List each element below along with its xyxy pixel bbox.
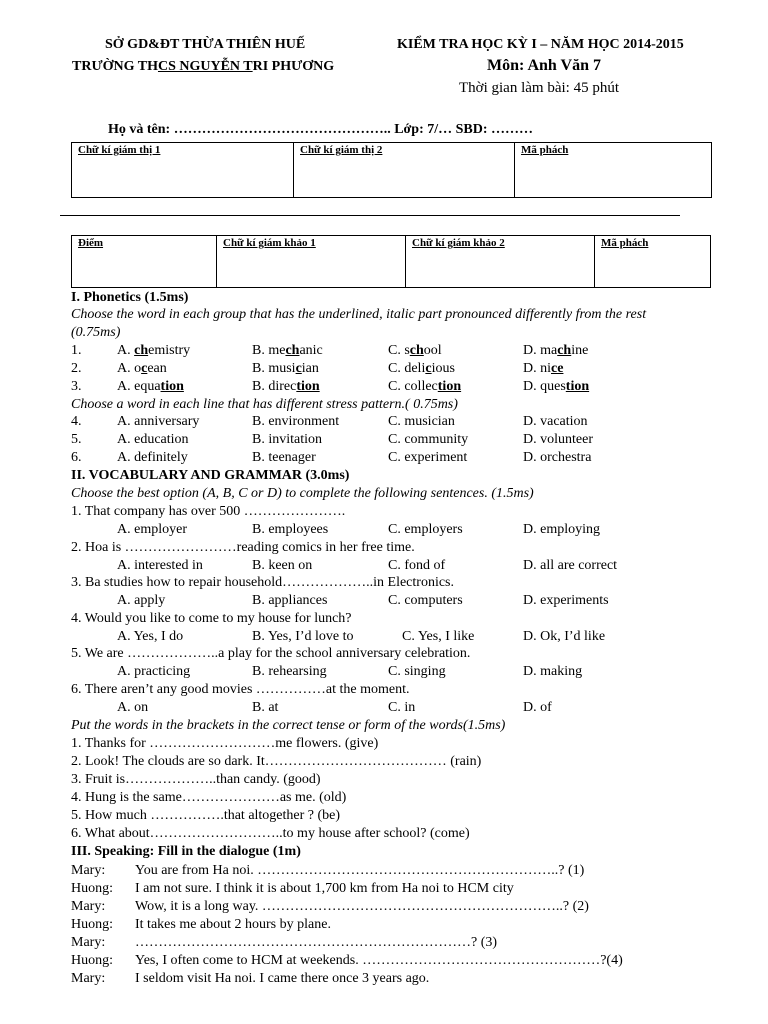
option: A. practicing (117, 664, 191, 680)
option: B. teenager (252, 450, 316, 465)
option: C. employers (388, 522, 463, 537)
section3-title: III. Speaking: Fill in the dialogue (1m) (71, 844, 301, 859)
option: A. on (117, 700, 149, 715)
option: D. employing (523, 522, 600, 537)
option: A. education (117, 432, 189, 447)
option: A. anniversary (117, 414, 200, 429)
option: A. employer (117, 522, 187, 537)
dialogue-text: Wow, it is a long way. ………………………………………………………..? (2) (135, 899, 589, 914)
option: B. direction (252, 379, 320, 394)
underlined-part: c (425, 361, 432, 376)
option: B. Yes, I’d love to (252, 628, 354, 644)
option: D. nice (523, 361, 564, 376)
section1-instruction: Choose the word in each group that has the underlined, italic part pronounced differently from the rest (71, 307, 647, 322)
option: A. Yes, I do (117, 628, 184, 644)
option: B. environment (252, 414, 340, 429)
option: C. singing (388, 664, 446, 680)
question-number: 2. (71, 361, 82, 376)
option: A. chemistry (117, 343, 191, 358)
stress-instruction: Choose a word in each line that has different stress pattern.( 0.75ms) (71, 397, 458, 412)
option: C. community (388, 432, 469, 447)
option: A. ocean (117, 361, 167, 376)
underlined-part: tion (565, 379, 590, 394)
option: C. delicious (388, 361, 455, 376)
verb-question: 3. Fruit is………………..than candy. (good) (71, 772, 321, 787)
question-number: 1. (71, 343, 82, 358)
option: C. Yes, I like (402, 628, 475, 644)
option: D. of (523, 700, 552, 715)
mcq-question: 4. Would you like to come to my house for lunch? (71, 610, 352, 626)
option: D. making (523, 664, 583, 680)
underlined-part: ch (409, 343, 424, 358)
section1-instruction-cont: (0.75ms) (71, 325, 121, 340)
option: A. apply (117, 593, 166, 609)
option: C. fond of (388, 557, 446, 573)
underlined-part: tion (296, 379, 320, 394)
school-name: TRƯỜNG THCS NGUYỄN TRI PHƯƠNG (72, 59, 335, 74)
dialogue-text: It takes me about 2 hours by plane. (135, 917, 331, 932)
option: C. experiment (388, 450, 468, 465)
option: D. vacation (523, 414, 588, 429)
dialogue-text: Yes, I often come to HCM at weekends. ……………………………………………?(4) (135, 953, 623, 968)
dialogue-text: You are from Ha noi. ………………………………………………………..? (1) (135, 863, 585, 878)
code-cell-2: Mã phách (594, 236, 710, 287)
speaker: Mary: (71, 935, 106, 950)
verb-question: 2. Look! The clouds are so dark. It………………………………… (rain) (71, 754, 482, 769)
option: B. invitation (252, 432, 322, 447)
mcq-question: 5. We are ………………..a play for the school anniversary celebration. (71, 646, 471, 662)
option: A. interested in (117, 557, 203, 573)
speaker: Mary: (71, 971, 106, 986)
cut-line (60, 215, 680, 216)
grader1-cell: Chữ kí giám khảo 1 (216, 236, 405, 287)
speaker: Huong: (71, 917, 113, 932)
option: C. school (388, 343, 442, 358)
underlined-part: ch (557, 343, 572, 358)
department-name: SỞ GD&ĐT THỪA THIÊN HUẾ (105, 37, 306, 52)
section2-instruction: Choose the best option (A, B, C or D) to complete the following sentences. (1.5ms) (71, 486, 534, 501)
verb-question: 4. Hung is the same…………………as me. (old) (71, 790, 347, 805)
option: C. in (388, 700, 416, 715)
verb-question: 6. What about………………………..to my house after school? (come) (71, 826, 470, 841)
option: D. question (523, 379, 590, 394)
option: C. musician (388, 414, 455, 429)
verb-instruction: Put the words in the brackets in the correct tense or form of the words(1.5ms) (71, 718, 506, 733)
option: B. rehearsing (252, 664, 327, 680)
dialogue-text: I am not sure. I think it is about 1,700 km from Ha noi to HCM city (135, 881, 514, 896)
mcq-question: 1. That company has over 500 …………………. (71, 504, 346, 519)
exam-title: KIỂM TRA HỌC KỲ I – NĂM HỌC 2014-2015 (397, 37, 684, 52)
underlined-part: ch (285, 343, 300, 358)
proctor1-cell: Chữ kí giám thị 1 (78, 144, 161, 156)
question-number: 4. (71, 414, 82, 429)
question-number: 3. (71, 379, 82, 394)
student-info-line: Họ và tên: ……………………………………….. Lớp: 7/… SBD: ……… (108, 122, 534, 137)
mcq-question: 6. There aren’t any good movies ……………at the moment. (71, 682, 410, 697)
underlined-part: c (141, 361, 148, 376)
underlined-part: tion (437, 379, 462, 394)
option: A. definitely (117, 450, 188, 465)
option: B. keen on (252, 557, 313, 573)
underlined-part: tion (160, 379, 184, 394)
option: B. appliances (252, 593, 328, 609)
subject: Môn: Anh Văn 7 (487, 57, 601, 74)
option: B. at (252, 700, 279, 715)
question-number: 5. (71, 432, 82, 447)
speaker: Huong: (71, 953, 113, 968)
section1-title: I. Phonetics (1.5ms) (71, 290, 189, 305)
option: D. machine (523, 343, 589, 358)
speaker: Mary: (71, 899, 106, 914)
grader2-cell: Chữ kí giám khảo 2 (405, 236, 594, 287)
option: C. collection (388, 379, 462, 394)
underlined-part: ch (134, 343, 149, 358)
dialogue-text: I seldom visit Ha noi. I came there once 3 years ago. (135, 971, 430, 986)
speaker: Huong: (71, 881, 113, 896)
option: D. all are correct (523, 557, 618, 573)
code-cell: Mã phách (514, 143, 711, 197)
option: D. volunteer (523, 432, 593, 447)
section2-title: II. VOCABULARY AND GRAMMAR (3.0ms) (71, 468, 350, 483)
proctor2-cell: Chữ kí giám thị 2 (293, 143, 514, 197)
option: B. mechanic (252, 343, 323, 358)
option: D. orchestra (523, 450, 592, 465)
grader-table (71, 235, 711, 288)
verb-question: 5. How much …………….that altogether ? (be) (71, 808, 341, 823)
dialogue-text: ………………………………………………………………? (3) (135, 935, 498, 950)
underlined-part: c (295, 361, 302, 376)
option: D. Ok, I’d like (523, 628, 606, 644)
speaker: Mary: (71, 863, 106, 878)
question-number: 6. (71, 450, 82, 465)
option: B. musician (252, 361, 319, 376)
underlined-part: ce (551, 361, 564, 376)
mcq-question: 3. Ba studies how to repair household………………..in Electronics. (71, 575, 454, 591)
score-cell: Điểm (78, 237, 104, 249)
option: D. experiments (523, 593, 609, 609)
option: A. equation (117, 379, 184, 394)
duration: Thời gian làm bài: 45 phút (459, 80, 619, 96)
mcq-question: 2. Hoa is ……………………reading comics in her free time. (71, 539, 415, 555)
option: B. employees (252, 522, 329, 537)
option: C. computers (388, 593, 463, 609)
verb-question: 1. Thanks for ………………………me flowers. (give) (71, 736, 379, 751)
proctor-signature-table (71, 142, 712, 198)
